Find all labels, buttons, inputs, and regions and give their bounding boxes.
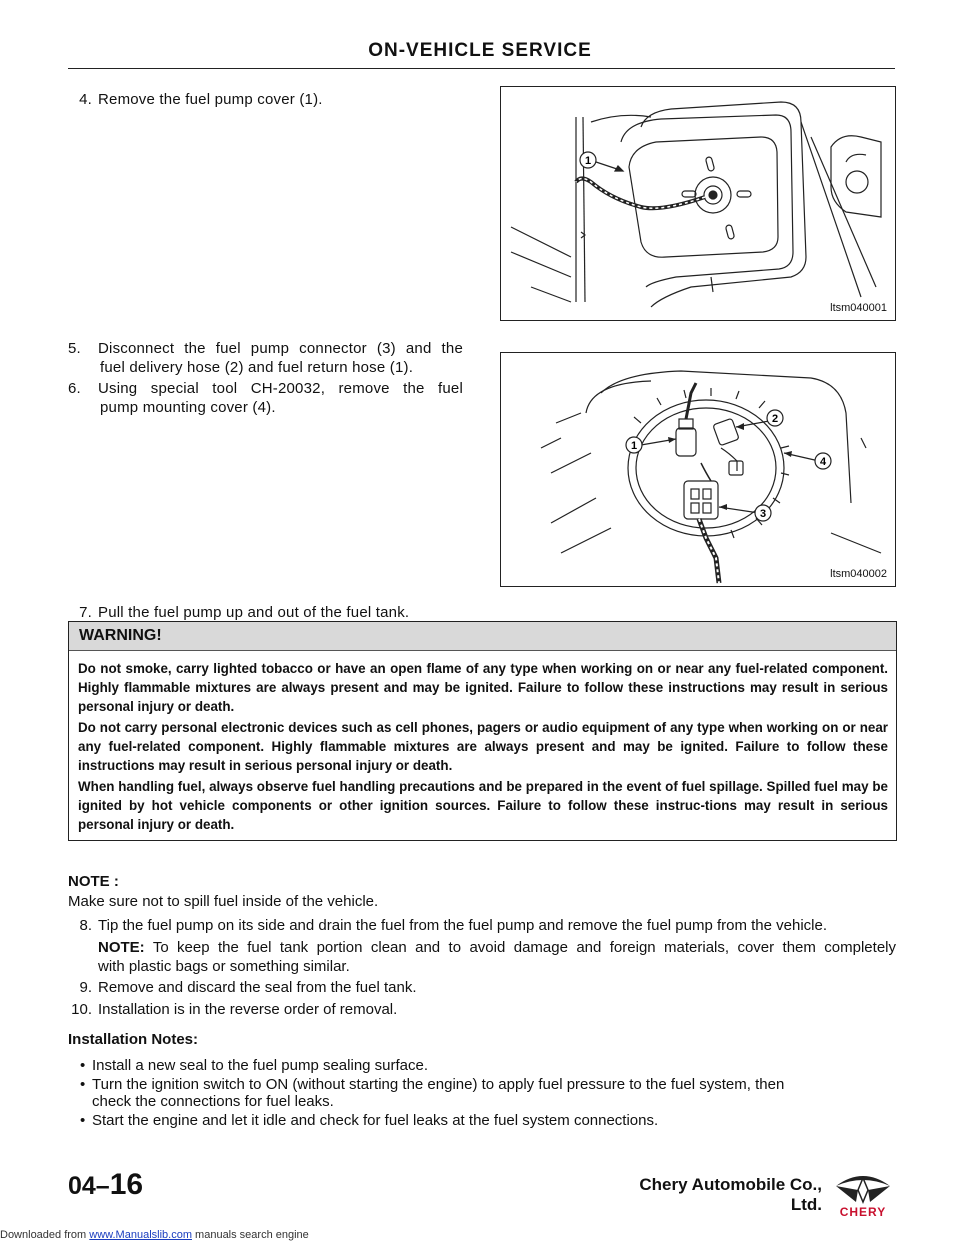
figure-2-callout-1: 1 <box>630 440 638 452</box>
step-text: Remove and discard the seal from the fuel tank. <box>98 979 417 996</box>
bullet-text: Install a new seal to the fuel pump sealing surface. <box>92 1057 429 1074</box>
step-text: Remove the fuel pump cover (1). <box>98 91 323 108</box>
figure-label: ltsm040001 <box>830 302 887 314</box>
note-text: Make sure not to spill fuel inside of the vehicle. <box>68 893 379 910</box>
step-text: Tip the fuel pump on its side and drain the fuel from the fuel pump and remove the fuel pump from the vehicle. <box>98 917 828 934</box>
download-prefix: Downloaded from <box>0 1229 87 1241</box>
note-heading: NOTE : <box>68 873 119 890</box>
figure-1-callout: 1 <box>584 155 592 167</box>
inline-note-label: NOTE: <box>98 939 145 956</box>
fuel-pump-connectors-illustration <box>501 353 895 586</box>
logo-text: CHERY <box>839 1205 887 1218</box>
figure-fuel-pump-connectors <box>500 352 896 587</box>
step-5 <box>68 339 463 377</box>
bullet-text-continued: check the connections for fuel leaks. <box>92 1093 334 1110</box>
bullet-text: Start the engine and let it idle and check for fuel leaks at the fuel system connections. <box>92 1112 659 1129</box>
download-suffix: manuals search engine <box>195 1229 309 1241</box>
page-number <box>68 1168 143 1202</box>
warning-paragraph: When handling fuel, always observe fuel handling precautions and be prepared in the event of fuel spillage. Spilled fuel may be ignited by hot vehicle components or other ignition sources. Failure to follow these instruc-tions may result in serious personal injury or death. <box>78 779 888 832</box>
step-text: Disconnect the fuel pump connector (3) and the <box>98 340 463 357</box>
bullet-icon: • <box>80 1112 86 1129</box>
step-4 <box>68 90 323 109</box>
title-divider <box>68 68 895 69</box>
inline-note-text-continued: with plastic bags or something similar. <box>98 958 350 975</box>
figure-fuel-pump-cover <box>500 86 896 321</box>
step-8 <box>68 916 898 935</box>
step-number: 10. <box>71 1001 92 1018</box>
warning-paragraph: Do not smoke, carry lighted tobacco or have an open flame of any type when working on or near any fuel-related component. Highly flammable mixtures are always present and may be ignited. Failure to follow these instructions may result in serious personal injury or death. <box>78 661 888 714</box>
figure-2-callout-4: 4 <box>819 456 827 468</box>
download-notice <box>0 1229 309 1241</box>
bullet-icon: • <box>80 1076 86 1093</box>
warning-box <box>68 621 897 841</box>
step-text: Pull the fuel pump up and out of the fuel tank. <box>98 604 410 621</box>
warning-body <box>69 651 896 834</box>
step-9 <box>68 978 417 997</box>
fuel-pump-cover-illustration <box>501 87 895 320</box>
step-text-continued: pump mounting cover (4). <box>100 399 276 416</box>
company-name: Chery Automobile Co., Ltd. <box>639 1175 822 1214</box>
chery-logo <box>828 1168 898 1218</box>
manualslib-link[interactable]: www.Manualslib.com <box>89 1229 192 1241</box>
installation-bullet <box>80 1076 860 1110</box>
step-text: Installation is in the reverse order of removal. <box>98 1001 398 1018</box>
step-text: Using special tool CH-20032, remove the fuel <box>98 380 463 397</box>
bullet-icon: • <box>80 1057 86 1074</box>
step-number: 4. <box>79 91 92 108</box>
step-number: 6. <box>68 380 81 397</box>
step-number: 8. <box>79 917 92 934</box>
step-number: 7. <box>79 604 92 621</box>
step-number: 9. <box>79 979 92 996</box>
section-number: 04– <box>68 1172 110 1200</box>
step-10 <box>68 1000 397 1019</box>
inline-note-text: To keep the fuel tank portion clean and to avoid damage and foreign materials, cover them completely <box>152 939 896 956</box>
step-8-note <box>98 938 896 976</box>
installation-bullet <box>80 1112 860 1129</box>
step-number: 5. <box>68 340 81 357</box>
warning-title: WARNING! <box>69 622 896 651</box>
installation-heading: Installation Notes: <box>68 1031 199 1048</box>
step-7 <box>68 603 409 622</box>
installation-bullet <box>80 1057 860 1074</box>
bullet-text: Turn the ignition switch to ON (without starting the engine) to apply fuel pressure to the fuel system, then <box>92 1076 785 1093</box>
chery-logo-icon <box>828 1168 898 1218</box>
step-6 <box>68 379 463 417</box>
figure-2-callout-2: 2 <box>771 413 779 425</box>
section-title: ON-VEHICLE SERVICE <box>368 40 592 61</box>
page-number-value: 16 <box>109 1168 144 1201</box>
warning-paragraph: Do not carry personal electronic devices such as cell phones, pagers or audio equipment of any type when working on or near any fuel-related component. Highly flammable mixtures are always present and may be ignited. Failure to follow these instructions may result in serious personal injury or death. <box>78 720 888 773</box>
figure-2-callout-3: 3 <box>759 508 767 520</box>
figure-label: ltsm040002 <box>830 568 887 580</box>
step-text-continued: fuel delivery hose (2) and fuel return hose (1). <box>100 359 414 376</box>
